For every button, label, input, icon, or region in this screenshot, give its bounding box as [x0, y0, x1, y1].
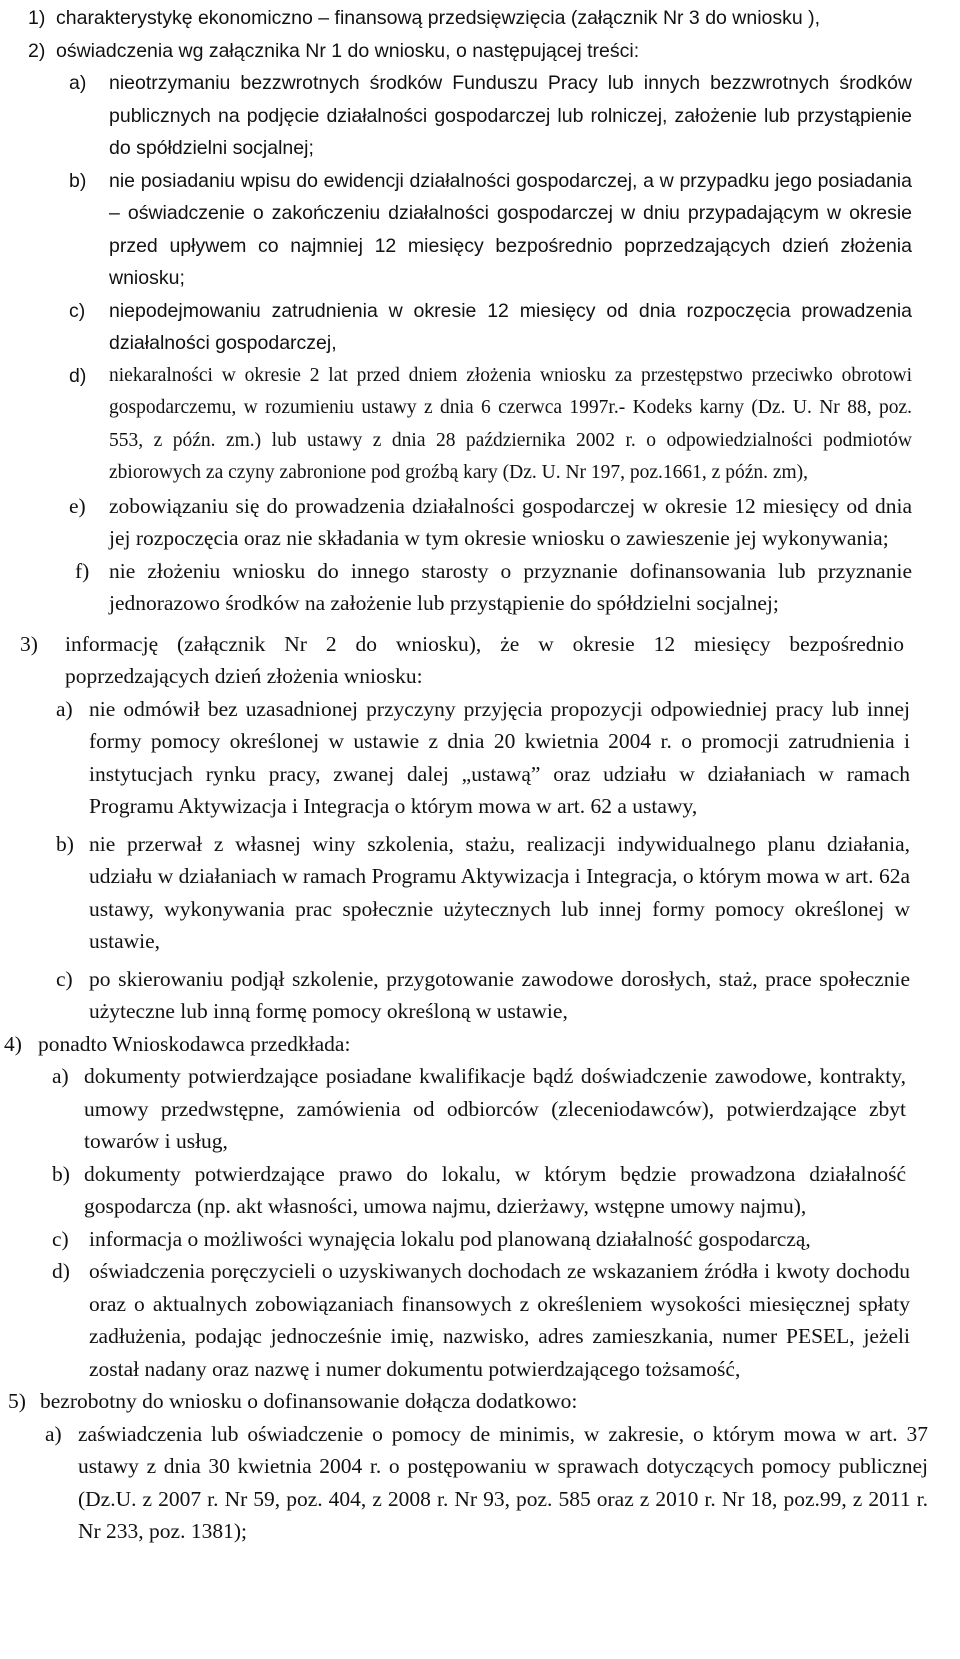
item-letter: b) [69, 169, 87, 192]
item-letter: f) [75, 558, 90, 583]
item-text: ponadto Wnioskodawca przedkłada: [38, 1031, 351, 1056]
item-letter: a) [45, 1421, 62, 1446]
list-item-5a [45, 1418, 928, 1548]
item-number: 4) [4, 1031, 22, 1056]
item-text: oświadczenia wg załącznika Nr 1 do wniosku, o następującej treści: [56, 39, 640, 62]
item-letter: a) [56, 696, 73, 721]
item-number: 2) [28, 39, 46, 62]
list-item-2 [28, 35, 904, 68]
item-text: oświadczenia poręczycieli o uzyskiwanych dochodach ze wskazaniem źródła i kwoty dochodu oraz o aktualnych zobowiązaniach finansowych z określeniem wysokości miesięcznej spłaty zadłużenia, podając jednocześnie imię, nazwisko, adres zamieszkania, numer PESEL, jeżeli został nadany oraz nazwę i numer dokumentu potwierdzającego tożsamość, [89, 1259, 910, 1381]
item-text: informację (załącznik Nr 2 do wniosku), że w okresie 12 miesięcy bezpośrednio poprzedzających dzień złożenia wniosku: [65, 631, 904, 688]
item-text: nie przerwał z własnej winy szkolenia, stażu, realizacji indywidualnego planu działania, udziału w działaniach w ramach Programu Aktywizacja i Integracja, o którym mowa w art. 62a ustawy, wykonywania prac społecznie użytecznych lub innej formy pomocy określonej w ustawie, [89, 831, 910, 953]
item-text: charakterystykę ekonomiczno – finansową przedsięwzięcia (załącznik Nr 3 do wniosku ), [56, 7, 821, 29]
item-letter: c) [69, 299, 86, 322]
list-item-4d [52, 1255, 910, 1385]
list-item-3 [20, 628, 904, 693]
item-text: dokumenty potwierdzające prawo do lokalu, w którym będzie prowadzona działalność gospodarcza (np. akt własności, umowa najmu, dzierżawy, wstępne umowy najmu), [84, 1161, 906, 1218]
item-letter: c) [56, 966, 73, 991]
item-letter: d) [69, 364, 87, 387]
list-item-2e [69, 490, 912, 555]
list-item-1 [28, 2, 904, 35]
item-number: 5) [8, 1389, 26, 1413]
item-number: 3) [20, 631, 38, 656]
list-item-4 [4, 1028, 904, 1061]
list-item-4c [52, 1223, 910, 1256]
item-text: dokumenty potwierdzające posiadane kwalifikacje bądź doświadczenie zawodowe, kontrakty, umowy przedwstępne, zamówienia od odbiorców (zleceniodawców), potwierdzające zbyt towarów i usług, [84, 1064, 906, 1153]
list-item-4b [52, 1158, 906, 1223]
list-item-2a [69, 67, 912, 165]
item-text: nie złożeniu wniosku do innego starosty o przyznanie dofinansowania lub przyznanie jednorazowo środków na założenie lub przystąpienie do spółdzielni socjalnej; [109, 558, 912, 615]
list-item-2c [69, 295, 912, 360]
item-text: zaświadczenia lub oświadczenie o pomocy de minimis, w zakresie, o którym mowa w art. 37 ustawy z dnia 30 kwietnia 2004 r. o postępowaniu w sprawach dotyczących pomocy publicznej (Dz.U. z 2007 r. Nr 59, poz. 404, z 2008 r. Nr 93, poz. 585 oraz z 2010 r. Nr 18, poz.99, z 2011 r. Nr 233, poz. 1381); [78, 1421, 928, 1543]
list-item-4a [52, 1060, 906, 1158]
item-text: informacja o możliwości wynajęcia lokalu pod planowaną działalność gospodarczą, [89, 1226, 811, 1251]
list-item-3a [56, 693, 910, 823]
item-text: niekaralności w okresie 2 lat przed dniem złożenia wniosku za przestępstwo przeciwko obrotowi gospodarczemu, w rozumieniu ustawy z dnia 6 czerwca 1997r.- Kodeks karny (Dz. U. Nr 88, poz. 553, z późn. zm.) lub ustawy z dnia 28 października 2002 r. o odpowiedzialności podmiotów zbiorowych za czyny zabronione pod groźbą kary (Dz. U. Nr 197, poz.1661, z późn. zm), [109, 364, 912, 483]
list-item-3b [56, 828, 910, 958]
list-item-2f [75, 555, 912, 620]
item-text: nie odmówił bez uzasadnionej przyczyny przyjęcia propozycji odpowiedniej pracy lub innej formy pomocy określonej w ustawie z dnia 20 kwietnia 2004 r. o promocji zatrudnienia i instytucjach rynku pracy, zwanej dalej „ustawą” oraz udziału w działaniach w ramach Programu Aktywizacja i Integracja o którym mowa w art. 62 a ustawy, [89, 696, 910, 818]
item-text: po skierowaniu podjął szkolenie, przygotowanie zawodowe dorosłych, staż, prace społecznie użyteczne lub inną formę pomocy określoną w ustawie, [89, 966, 910, 1023]
item-letter: a) [52, 1064, 69, 1088]
item-text: nieotrzymaniu bezzwrotnych środków Funduszu Pracy lub innych bezzwrotnych środków publicznych na podjęcie działalności gospodarczej lub rolniczej, założenie lub przystąpienie do spółdzielni socjalnej; [109, 72, 912, 159]
item-text: bezrobotny do wniosku o dofinansowanie dołącza dodatkowo: [40, 1389, 578, 1413]
list-item-2b [69, 165, 912, 295]
list-item-5 [8, 1385, 910, 1418]
item-number: 1) [28, 7, 46, 29]
list-item-3c [56, 963, 910, 1028]
list-item-2d [69, 360, 912, 490]
item-letter: d) [52, 1259, 70, 1283]
item-text: zobowiązaniu się do prowadzenia działalności gospodarczej w okresie 12 miesięcy od dnia jej rozpoczęcia oraz nie składania w tym okresie wniosku o zawieszenie jej wykonywania; [109, 493, 912, 550]
item-text: nie posiadaniu wpisu do ewidencji działalności gospodarczej, a w przypadku jego posiadania – oświadczenie o zakończeniu działalności gospodarczej w dniu przypadającym w okresie przed upływem co najmniej 12 miesięcy bezpośrednio poprzedzających dzień złożenia wniosku; [109, 169, 912, 289]
item-letter: b) [52, 1161, 70, 1186]
item-text: niepodejmowaniu zatrudnienia w okresie 12 miesięcy od dnia rozpoczęcia prowadzenia działalności gospodarczej, [109, 299, 912, 354]
item-letter: c) [52, 1226, 69, 1251]
item-letter: a) [69, 72, 87, 94]
item-letter: b) [56, 831, 74, 856]
item-letter: e) [69, 493, 86, 518]
